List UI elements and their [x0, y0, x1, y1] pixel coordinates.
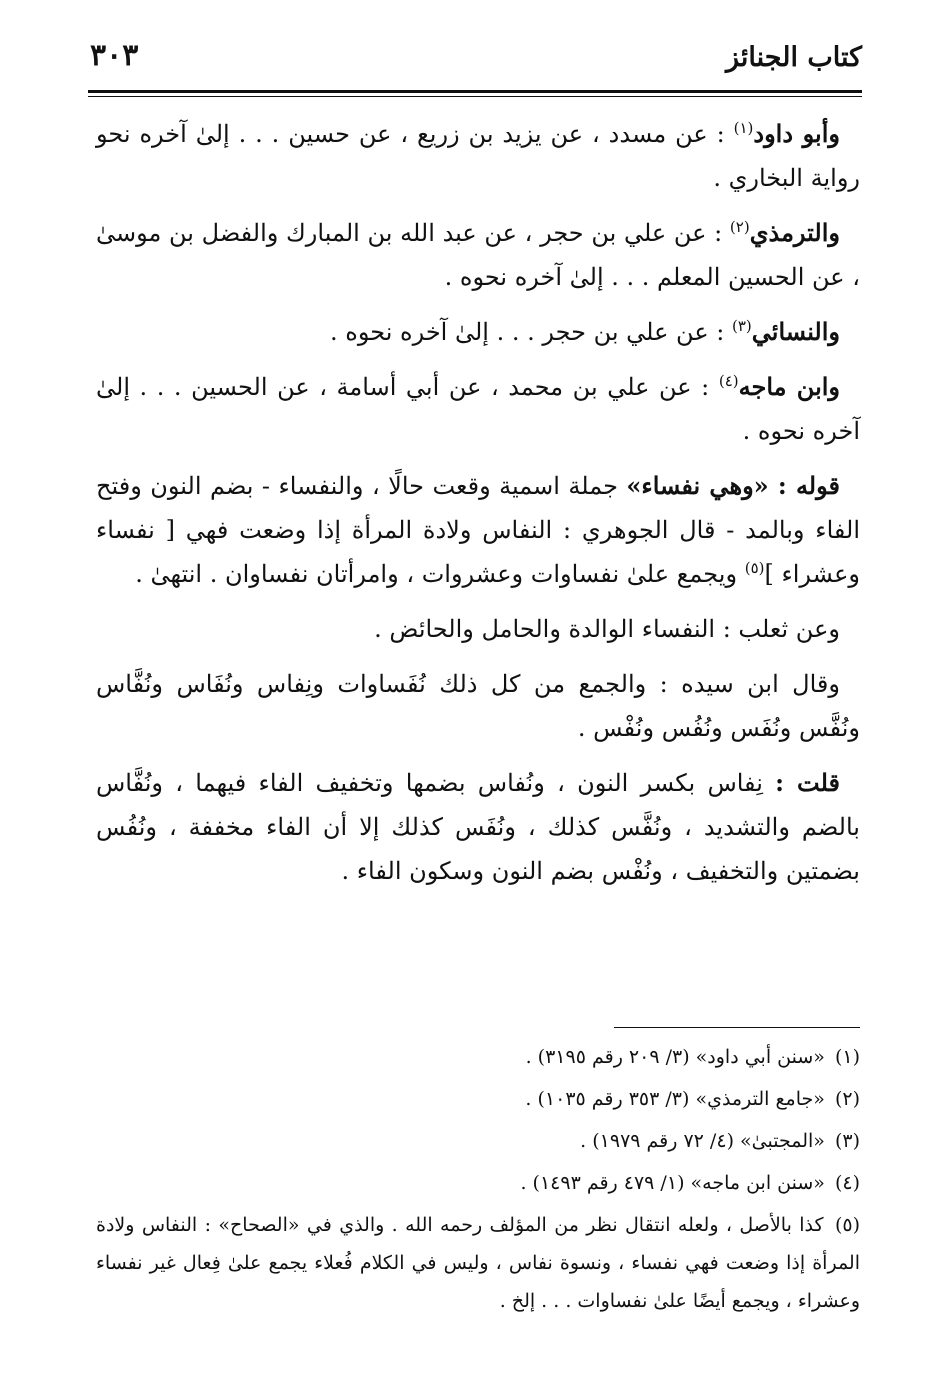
paragraph-lead: وابن ماجه [738, 372, 841, 401]
paragraph-text: : عن علي بن محمد ، عن أبي أسامة ، عن الحسين . . . إلىٰ آخره نحوه . [96, 373, 860, 445]
footnote-text: «جامع الترمذي» (٣/ ٣٥٣ رقم ١٠٣٥) . [525, 1088, 825, 1110]
paragraph-commentary [96, 464, 860, 596]
header-rule-thin [88, 96, 862, 97]
footnote-number: (٤) [834, 1172, 860, 1194]
footnote-text: «المجتبىٰ» (٤/ ٧٢ رقم ١٩٧٩) . [580, 1130, 825, 1152]
footnote-ref[interactable]: (٤) [718, 372, 739, 390]
footnote-item [96, 1038, 860, 1076]
footnotes [96, 1038, 860, 1324]
footnote-separator [614, 1027, 860, 1028]
footnote-text: كذا بالأصل ، ولعله انتقال نظر من المؤلف رحمه الله . والذي في «الصحاح» : النفاس ولادة المرأة إذا وضعت فهي نفساء ، ونسوة نفاس ، وليس في الكلام فُعلاء يجمع علىٰ فِعال غير نفساء وعشراء ، ويجمع أيضًا علىٰ نفساوات . . . إلخ . [96, 1214, 860, 1312]
paragraph-text: وقال ابن سيده : والجمع من كل ذلك نُفَساوات ونِفاس ونُفَاس ونُفَّاس ونُفَّس ونُفَس ونُفُس ونُفْس . [96, 670, 860, 742]
paragraph-lead: قلت : [775, 768, 841, 797]
footnote-item [96, 1206, 860, 1320]
paragraph-text: وعن ثعلب : النفساء الوالدة والحامل والحائض . [374, 615, 840, 643]
footnote-number: (٣) [834, 1130, 860, 1152]
paragraph-text: : عن مسدد ، عن يزيد بن زريع ، عن حسين . . . إلىٰ آخره نحو رواية البخاري . [96, 120, 860, 192]
paragraph-nasai [96, 310, 860, 354]
footnote-number: (١) [834, 1046, 860, 1068]
header-rule-thick [88, 90, 862, 93]
footnote-item [96, 1164, 860, 1202]
footnote-item [96, 1122, 860, 1160]
paragraph-thalab [96, 607, 860, 651]
footnote-text: «سنن أبي داود» (٣/ ٢٠٩ رقم ٣١٩٥) . [525, 1046, 825, 1068]
footnote-ref[interactable]: (٢) [729, 218, 750, 236]
main-text [96, 112, 860, 904]
paragraph-author-note [96, 761, 860, 893]
paragraph-ibn-majah [96, 365, 860, 453]
footnote-item [96, 1080, 860, 1118]
paragraph-abu-dawud [96, 112, 860, 200]
paragraph-text-continued: ويجمع علىٰ نفساوات وعشروات ، وامرأتان نفساوان . انتهىٰ . [135, 560, 738, 588]
paragraph-lead: قوله : «وهي نفساء» [626, 471, 840, 500]
footnote-number: (٢) [834, 1088, 860, 1110]
paragraph-tirmidhi [96, 211, 860, 299]
paragraph-text: نِفاس بكسر النون ، ونُفاس بضمها وتخفيف الفاء فيهما ، ونُفَّاس بالضم والتشديد ، ونُفَّس كذلك ، ونُفَس كذلك إلا أن الفاء مخففة ، ونُفُس بضمتين والتخفيف ، ونُفْس بضم النون وسكون الفاء . [96, 769, 860, 885]
footnote-text: «سنن ابن ماجه» (١/ ٤٧٩ رقم ١٤٩٣) . [520, 1172, 825, 1194]
footnote-number: (٥) [834, 1214, 860, 1236]
paragraph-text: : عن علي بن حجر ، عن عبد الله بن المبارك والفضل بن موسىٰ ، عن الحسين المعلم . . . إلىٰ آخره نحوه . [96, 219, 860, 291]
paragraph-lead: وأبو داود [753, 119, 840, 148]
paragraph-text: جملة اسمية وقعت حالًا ، والنفساء - بضم النون وفتح الفاء وبالمد - قال الجوهري : النفاس ولادة المرأة إذا وضعت فهي [ نفساء وعشراء ] [96, 472, 861, 588]
paragraph-lead: والترمذي [749, 218, 840, 247]
footnote-ref[interactable]: (١) [733, 119, 754, 137]
footnote-ref[interactable]: (٥) [744, 559, 765, 577]
paragraph-text: : عن علي بن حجر . . . إلىٰ آخره نحوه . [330, 318, 725, 346]
page-number: ٣٠٣ [90, 38, 139, 73]
paragraph-ibn-sidah [96, 662, 860, 750]
paragraph-lead: والنسائي [751, 317, 840, 346]
page-header [90, 38, 862, 88]
footnote-ref[interactable]: (٣) [732, 317, 752, 335]
chapter-title: كتاب الجنائز [726, 42, 862, 73]
